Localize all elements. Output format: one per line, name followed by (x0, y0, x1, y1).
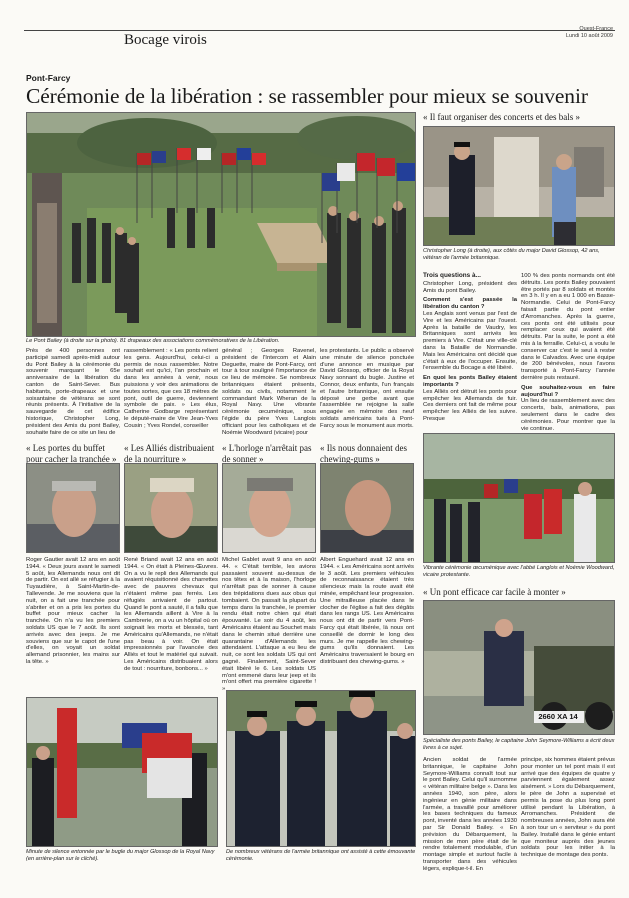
vet-4-head: « Ils nous donnaient des chewing-gums » (320, 443, 407, 464)
qa-answer-2: Les Alliés ont détruit les ponts pour empêcher les Allemands de fuir. Ces derniers ont fait de même pour empêcher les Alliés de les suivre. Presque (423, 388, 517, 422)
section-title: Bocage virois (124, 32, 207, 48)
vet-1-text: Roger Gautier avait 12 ans en août 1944. « Deux jours avant le samedi 5 août, les Allemands nous ont dit de partir. On est allé se réfugier à la Tuyaudière, à Saint-Martin-de-Tallevende. Je me souviens que la nuit, on a fait une tranchée pour s'abriter et on a pris les portes du buffet pour mieux cacher la tranchée. On n'a vu les premiers soldats US que le 7 août. Ils sont arrivés avec des jeeps. Je me souviens que sur le capot de l'une d'elles, on voyait un soldat allemand prisonnier, les mains sur la tête. » (26, 557, 120, 665)
jeep-plate: 2660 XA 14 (538, 712, 578, 721)
veterans-photo (226, 690, 416, 847)
vet-2-portrait (124, 463, 218, 553)
ceremony-photo (423, 433, 615, 563)
qa-answer-1: Les Anglais sont venus par l'est de Vire et les Américains par l'ouest. Après la bataille de Vaudry, les Britanniques sont arrivés les premiers à Vire. C'était une ville-clé dans la Bataille de Normandie. Mais les Américains ont décidé que c'était à eux de l'occuper. Ensuite, l'ensemble du Bocage a été libéré. (423, 310, 517, 372)
header-rule (24, 30, 615, 31)
bridge-article-head: « Un pont efficace car facile à monter » (423, 587, 566, 597)
sidebar-photo (423, 126, 615, 246)
sidebar-quote-head: « Il faut organiser des concerts et des bals » (423, 112, 581, 122)
qa-answer-2-continued: 100 % des ponts normands ont été détruits. Les ponts Bailey pouvaient être portés par 8 soldats et montés en 3 h. Il y en a eu 1 000 en Basse-Normandie. Celui de Pont-Farcy faisait partie du pont entier d'Arromanches. Après la guerre, ces ponts ont été utilisés pour remplacer ceux qui avaient été détruits. Par la suite, le pont a été mis à la ferraille. Celui-ci, a voulu le conserver car c'est le seul à rester dans le Calvados. Avec une équipe de 200 bénévoles, nous l'avons transporté à Pont-Farcy l'année dernière puis restauré. (521, 273, 615, 381)
body-column-4: les protestants. Le public a observé une minute de silence ponctuée d'une annonce en musique par David Glossop, officier de la Royal Navy sonnant du bugle. Justine et Connor, deux enfants, l'un français et l'autre britannique, ont ensuite déposé une gerbe avant que l'assemblée ne rejoigne la salle engagée en mémoire des neuf soldats américains tués à Pont-Farcy sous le monument aux morts. (320, 348, 414, 429)
bugle-photo-caption: Minute de silence entonnée par le bugle du major Glossop de la Royal Navy (en arrière-plan sur le cliché). (26, 849, 215, 862)
bugle-photo (26, 697, 218, 847)
qa-question-3: Que souhaitez-vous en faire aujourd'hui ? (521, 384, 615, 398)
jeep-photo-caption: Spécialiste des ponts Bailey, le capitaine John Seymore-Williams a écrit deux livres à ce sujet. (423, 738, 615, 751)
qa-question-1: Comment s'est passée la libération du canton ? (423, 297, 517, 311)
paper-masthead (566, 26, 613, 40)
body-column-1: Près de 400 personnes ont participé samedi après-midi autour du Pont Bailey à la cérémonie du souvenir marquant le 65e anniversaire de la libération du canton de Saint-Sever. Bus habitants, porte-drapeaux et une soixantaine de vétérans se sont réunis présents. À l'initiative de la sauvegarde de cet édifice historique, Christopher Long, président des Amis du pont Bailey, souhaite faire de ce site un lieu de (26, 348, 120, 436)
vet-3-head: « L'horloge n'arrêtait pas de sonner » (222, 443, 312, 464)
ceremony-photo-caption: Vibrante cérémonie œcuménique avec l'abbé Langlois et Noémie Woodward, vicaire protestante. (423, 565, 615, 578)
qa-answer-3: Un lieu de rassemblement avec des concerts, bals, animations, pas seulement dans le cadre des cérémonies. Pour montrer que la vie continue. (521, 398, 615, 432)
body-column-3: général ; Georges Ravenel, président de l'Intercom et Alain Deguette, maire de Pont-Farcy, ont tour à tour souligné l'importance de ce lieu de mémoire. Se nombreux britanniques étaient présents, soldats ou civils, notamment le commandant Mark Wheran de la Royal Navy. Une vibrante cérémonie œcuménique, sous l'égide du père Yves Langlois officiant pour les catholiques et de Noémie Woodward (vicaire) pour (222, 348, 316, 436)
article-location: Pont-Farcy (26, 73, 71, 83)
qa-column-1 (423, 273, 517, 423)
vet-2-head: « Les Alliés distribuaient de la nourriture » (124, 443, 215, 464)
qa-title: Trois questions à... (423, 272, 481, 279)
bridge-article-col-1: Ancien soldat de l'armée britannique, le capitaine John Seymore-Williams connaît tout sur le pont Bailey. Celui qu'il surnomme « vétéran militaire belge ». Dans les années 1940, son père, alors ingénieur en génie militaire dans l'armée, a travaillé pour améliorer les bases techniques du fameux pont, inventé dans les années 1930 par Sir Donald Bailey. « En prévision du Débarquement, la mission de mon père était de le rendre totalement modulable, d'un montage simple et surtout facile à transporter dans des véhicules légers, explique-t-il. En (423, 757, 517, 872)
jeep-photo (423, 600, 615, 735)
vet-2-text: René Briand avait 12 ans en août 1944. « On était à Pleines-Œuvres. On a vu le repli des Allemands qui avaient réquisitionné des charrettes avec de pauvres chevaux qui n'étaient même pas ferrés. Les réfugiés arrivaient de partout. Quand le pont a sauté, il a fallu que les Allemands aillent à Vire à la Cambrerie, on a vu un hôpital où on soignait les morts et blessés, tant Américains qu'Allemands, ne n'était pas beau à voir. On était impressionnés par l'avancée des Alliés et tout le matériel qui suivait. Les Américains distribuaient alors de tout : nourriture, bonbons... » (124, 557, 218, 672)
vet-3-text: Michel Gablet avait 9 ans en août 44. « C'était terrible, les avions passaient souvent au-dessus de nos têtes et à la maison, l'horloge n'arrêtait pas de sonner à cause des trépidations dues aux obus qui tombaient. On passait la plupart du temps dans la tranchée, le premier rendu était notre chien qui était épouvanté. Le soir du 4 août, les Américains étaient au Souchet mais dans le chemin situé derrière une quarantaine d'Allemands les attendaient. L'attaque a eu lieu de nuit, ce sont les soldats US qui ont gagné. Finalement, Saint-Sever était libéré le 6. Les soldats US m'ont emmené dans leur jeep et ils m'ont offert ma première cigarette ! » (222, 557, 316, 693)
qa-question-2: En quoi les ponts Bailey étaient importants ? (423, 375, 517, 388)
veterans-photo-caption: De nombreux vétérans de l'armée britannique ont assisté à cette émouvante cérémonie. (226, 849, 416, 862)
vet-1-head: « Les portes du buffet pour cacher la tranchée » (26, 443, 117, 464)
sidebar-photo-caption: Christopher Long (à droite), aux côtés du major David Glossop, 42 ans, vétéran de l'armée britannique. (423, 248, 600, 261)
qa-subtitle: Christopher Long, président des Amis du pont Bailey. (423, 280, 517, 294)
qa-column-2 (521, 273, 615, 432)
bridge-article-col-2: principe, six hommes étaient prévus pour monter un tel pont mais il est arrivé que des équipes de quatre y parviennent également assez aisément. » Lors du Débarquement, le père de John a supervisé et permis la pose du plus long pont utilisé pendant la Libération, à Arromanches. Président de nombreuses années, John aura été à son tour un « serviteur » du pont Bailey. Installé dans le génie entant que moniteur auprès des jeunes soldats pour les initier à la technique de montage des ponts. (521, 757, 615, 859)
vet-4-portrait (320, 463, 414, 553)
main-photo-caption: Le Pont Bailey (à droite sur la photo). 81 drapeaux des associations commémoratives de la Libération. (26, 338, 280, 344)
body-column-2: rassemblement : « Les ponts relient les gens. Aujourd'hui, celui-ci a permis de nous rassembler. Notre souhait est qu'ici, l'an prochain et dans les années à venir, nous puissions y voir des animations de toutes sortes, que ces 18 mètres de pont, outil de guerre, deviennent symbole de paix. » Les élus, Catherine Godbarge représentant le député-maire de Vire Jean-Yves Cousin ; Yves Rondel, conseiller (124, 348, 218, 429)
paper-name: Ouest-France (579, 26, 613, 32)
article-headline: Cérémonie de la libération : se rassembler pour mieux se souvenir (26, 84, 588, 108)
main-photo (26, 112, 416, 337)
issue-date: Lundi 10 août 2009 (565, 33, 613, 39)
vet-3-portrait (222, 463, 316, 553)
vet-1-portrait (26, 463, 120, 553)
vet-4-text: Albert Enguehard avait 12 ans en 1944. « Les Américains sont arrivés le 3 août. Les premiers véhicules de reconnaissance étaient très silencieux mais la route avait été minée, empêchant leur progression. Une mitrailleuse placée dans le clocher de l'église a fait des dégâts dans les rangs US. Les Américains nous ont dit de partir vers Pont-Farcy qui était libérée, là nous ont conseillé de dormir le long des murs. Je me rappelle les chewing-gums qu'ils donnaient. Les Américains traversaient le bourg en distribuant des chewing-gums. » (320, 557, 414, 665)
